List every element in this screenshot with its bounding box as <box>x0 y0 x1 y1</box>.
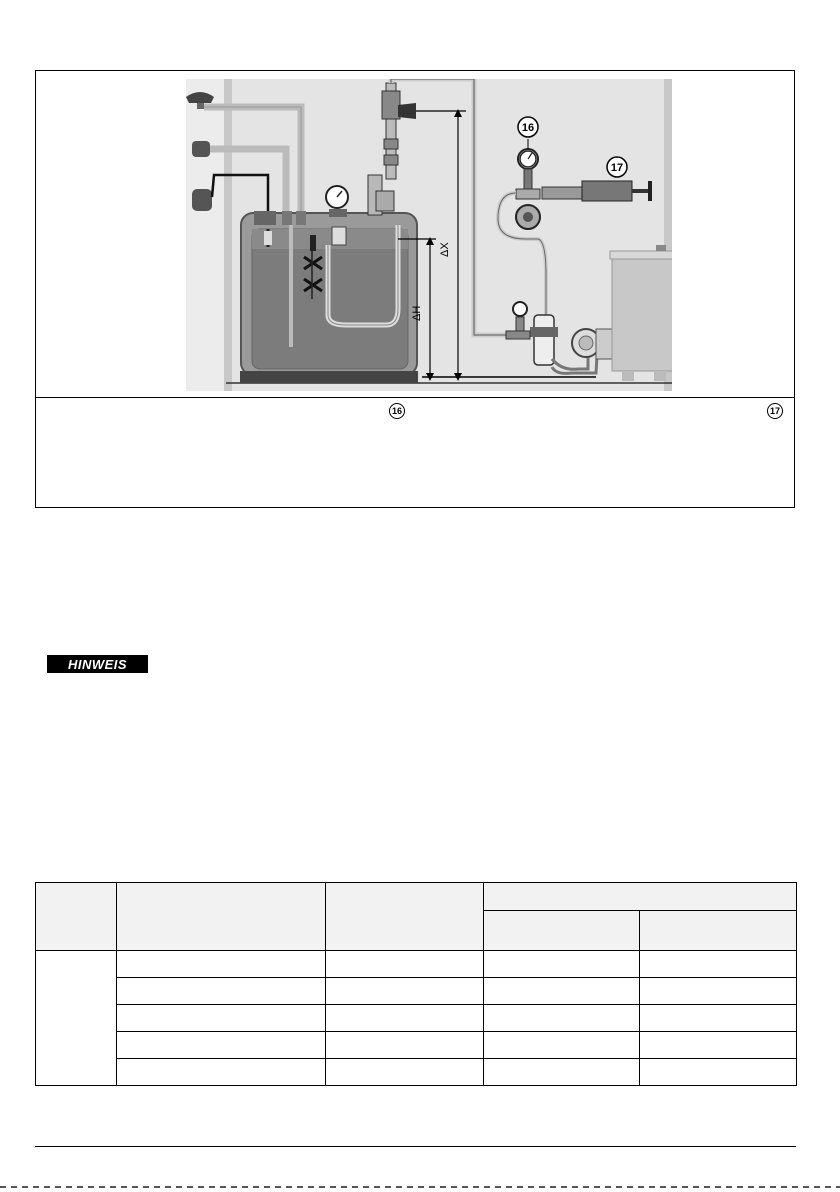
table-row <box>36 978 797 1005</box>
page-edge-dash <box>0 1186 840 1188</box>
data-table <box>35 882 797 1086</box>
figure-divider <box>36 397 794 398</box>
table-cell <box>117 951 326 978</box>
table-row <box>36 1032 797 1059</box>
table-cell <box>484 951 640 978</box>
table-cell <box>484 1059 640 1086</box>
table-header-cell <box>117 883 326 951</box>
table-header-cell <box>484 911 640 951</box>
filler-coupling-icon <box>192 141 210 157</box>
table-header-cell <box>484 883 797 911</box>
delta-h-label: ΔH <box>411 305 423 321</box>
diagram-callout-17: 17 <box>610 162 624 174</box>
footer-rule <box>35 1146 796 1147</box>
boiler <box>612 255 672 371</box>
tank-base <box>240 371 418 383</box>
table-cell <box>640 1005 797 1032</box>
hand-pump-icon <box>582 181 632 201</box>
table-cell <box>640 951 797 978</box>
table-header-row <box>36 883 797 911</box>
callout-16: 16 <box>389 403 405 419</box>
table-cell <box>117 1032 326 1059</box>
table-row <box>36 1005 797 1032</box>
oil-filter-icon <box>534 315 554 365</box>
table-cell <box>640 1059 797 1086</box>
delta-x-label: ΔX <box>439 242 451 257</box>
alarm-probe-icon <box>192 189 212 211</box>
table-cell <box>117 978 326 1005</box>
table-cell <box>326 1032 484 1059</box>
tank-installation-diagram <box>186 79 672 391</box>
table-cell <box>326 1005 484 1032</box>
table-cell <box>36 951 117 1086</box>
shutoff-valve-icon <box>398 103 416 119</box>
table-cell <box>326 1059 484 1086</box>
table-cell <box>484 1032 640 1059</box>
table-cell <box>326 951 484 978</box>
diagram-callout-16: 16 <box>521 122 535 134</box>
table-cell <box>326 978 484 1005</box>
table-header-cell <box>326 883 484 951</box>
table-row <box>36 951 797 978</box>
table-row <box>36 1059 797 1086</box>
callout-17: 17 <box>767 403 783 419</box>
filter-gauge-icon <box>513 302 527 316</box>
table-cell <box>484 1005 640 1032</box>
table-cell <box>117 1005 326 1032</box>
notice-badge: HINWEIS <box>47 655 148 673</box>
installation-figure <box>35 70 795 508</box>
table-header-cell <box>36 883 117 951</box>
table-header-cell <box>640 911 797 951</box>
table-cell <box>640 978 797 1005</box>
table-cell <box>640 1032 797 1059</box>
table-cell <box>117 1059 326 1086</box>
table-cell <box>484 978 640 1005</box>
